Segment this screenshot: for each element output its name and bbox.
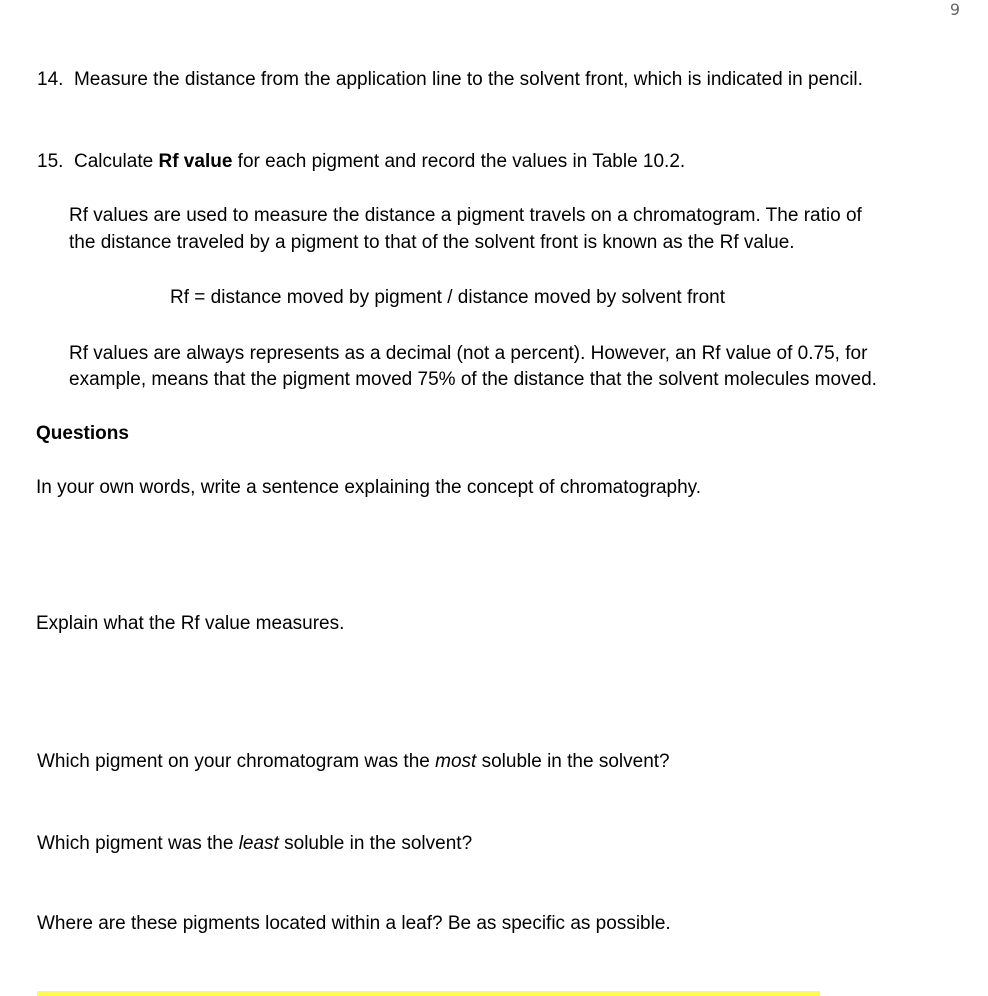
step-15-bold-term: Rf value — [158, 151, 233, 172]
page-number: 9 — [949, 0, 960, 19]
highlight-bar — [37, 991, 820, 996]
question-4-post: soluble in the solvent? — [278, 833, 473, 854]
step-15-text-pre: Calculate — [73, 151, 159, 172]
step-15-text-post: for each pigment and record the values in Table 10.2. — [232, 151, 686, 172]
step-14 — [37, 66, 863, 93]
rf-formula: Rf = distance moved by pigment / distance moved by solvent front — [170, 287, 725, 308]
questions-heading: Questions — [36, 423, 129, 444]
question-2: Explain what the Rf value measures. — [36, 613, 345, 634]
question-3-post: soluble in the solvent? — [476, 751, 670, 772]
step-15 — [37, 148, 685, 175]
step-14-number: 14. — [37, 69, 64, 90]
rf-decimal-line-1: Rf values are always represents as a decimal (not a percent). However, an Rf value of 0.75, for — [69, 343, 868, 364]
rf-decimal-line-2: example, means that the pigment moved 75% of the distance that the solvent molecules moved. — [69, 369, 877, 390]
rf-intro-line-1: Rf values are used to measure the distance a pigment travels on a chromatogram. The ratio of — [69, 205, 862, 226]
question-4 — [37, 830, 472, 857]
question-1: In your own words, write a sentence explaining the concept of chromatography. — [36, 477, 702, 498]
step-15-number: 15. — [37, 151, 64, 172]
rf-intro-line-2: the distance traveled by a pigment to that of the solvent front is known as the Rf value. — [69, 232, 795, 253]
question-3-pre: Which pigment on your chromatogram was the — [37, 751, 436, 772]
question-3-emphasis: most — [435, 751, 477, 772]
step-14-text: Measure the distance from the application line to the solvent front, which is indicated in pencil. — [73, 69, 863, 90]
question-5: Where are these pigments located within a leaf? Be as specific as possible. — [37, 913, 671, 934]
question-3 — [37, 748, 670, 775]
question-4-emphasis: least — [238, 833, 279, 854]
question-4-pre: Which pigment was the — [37, 833, 239, 854]
